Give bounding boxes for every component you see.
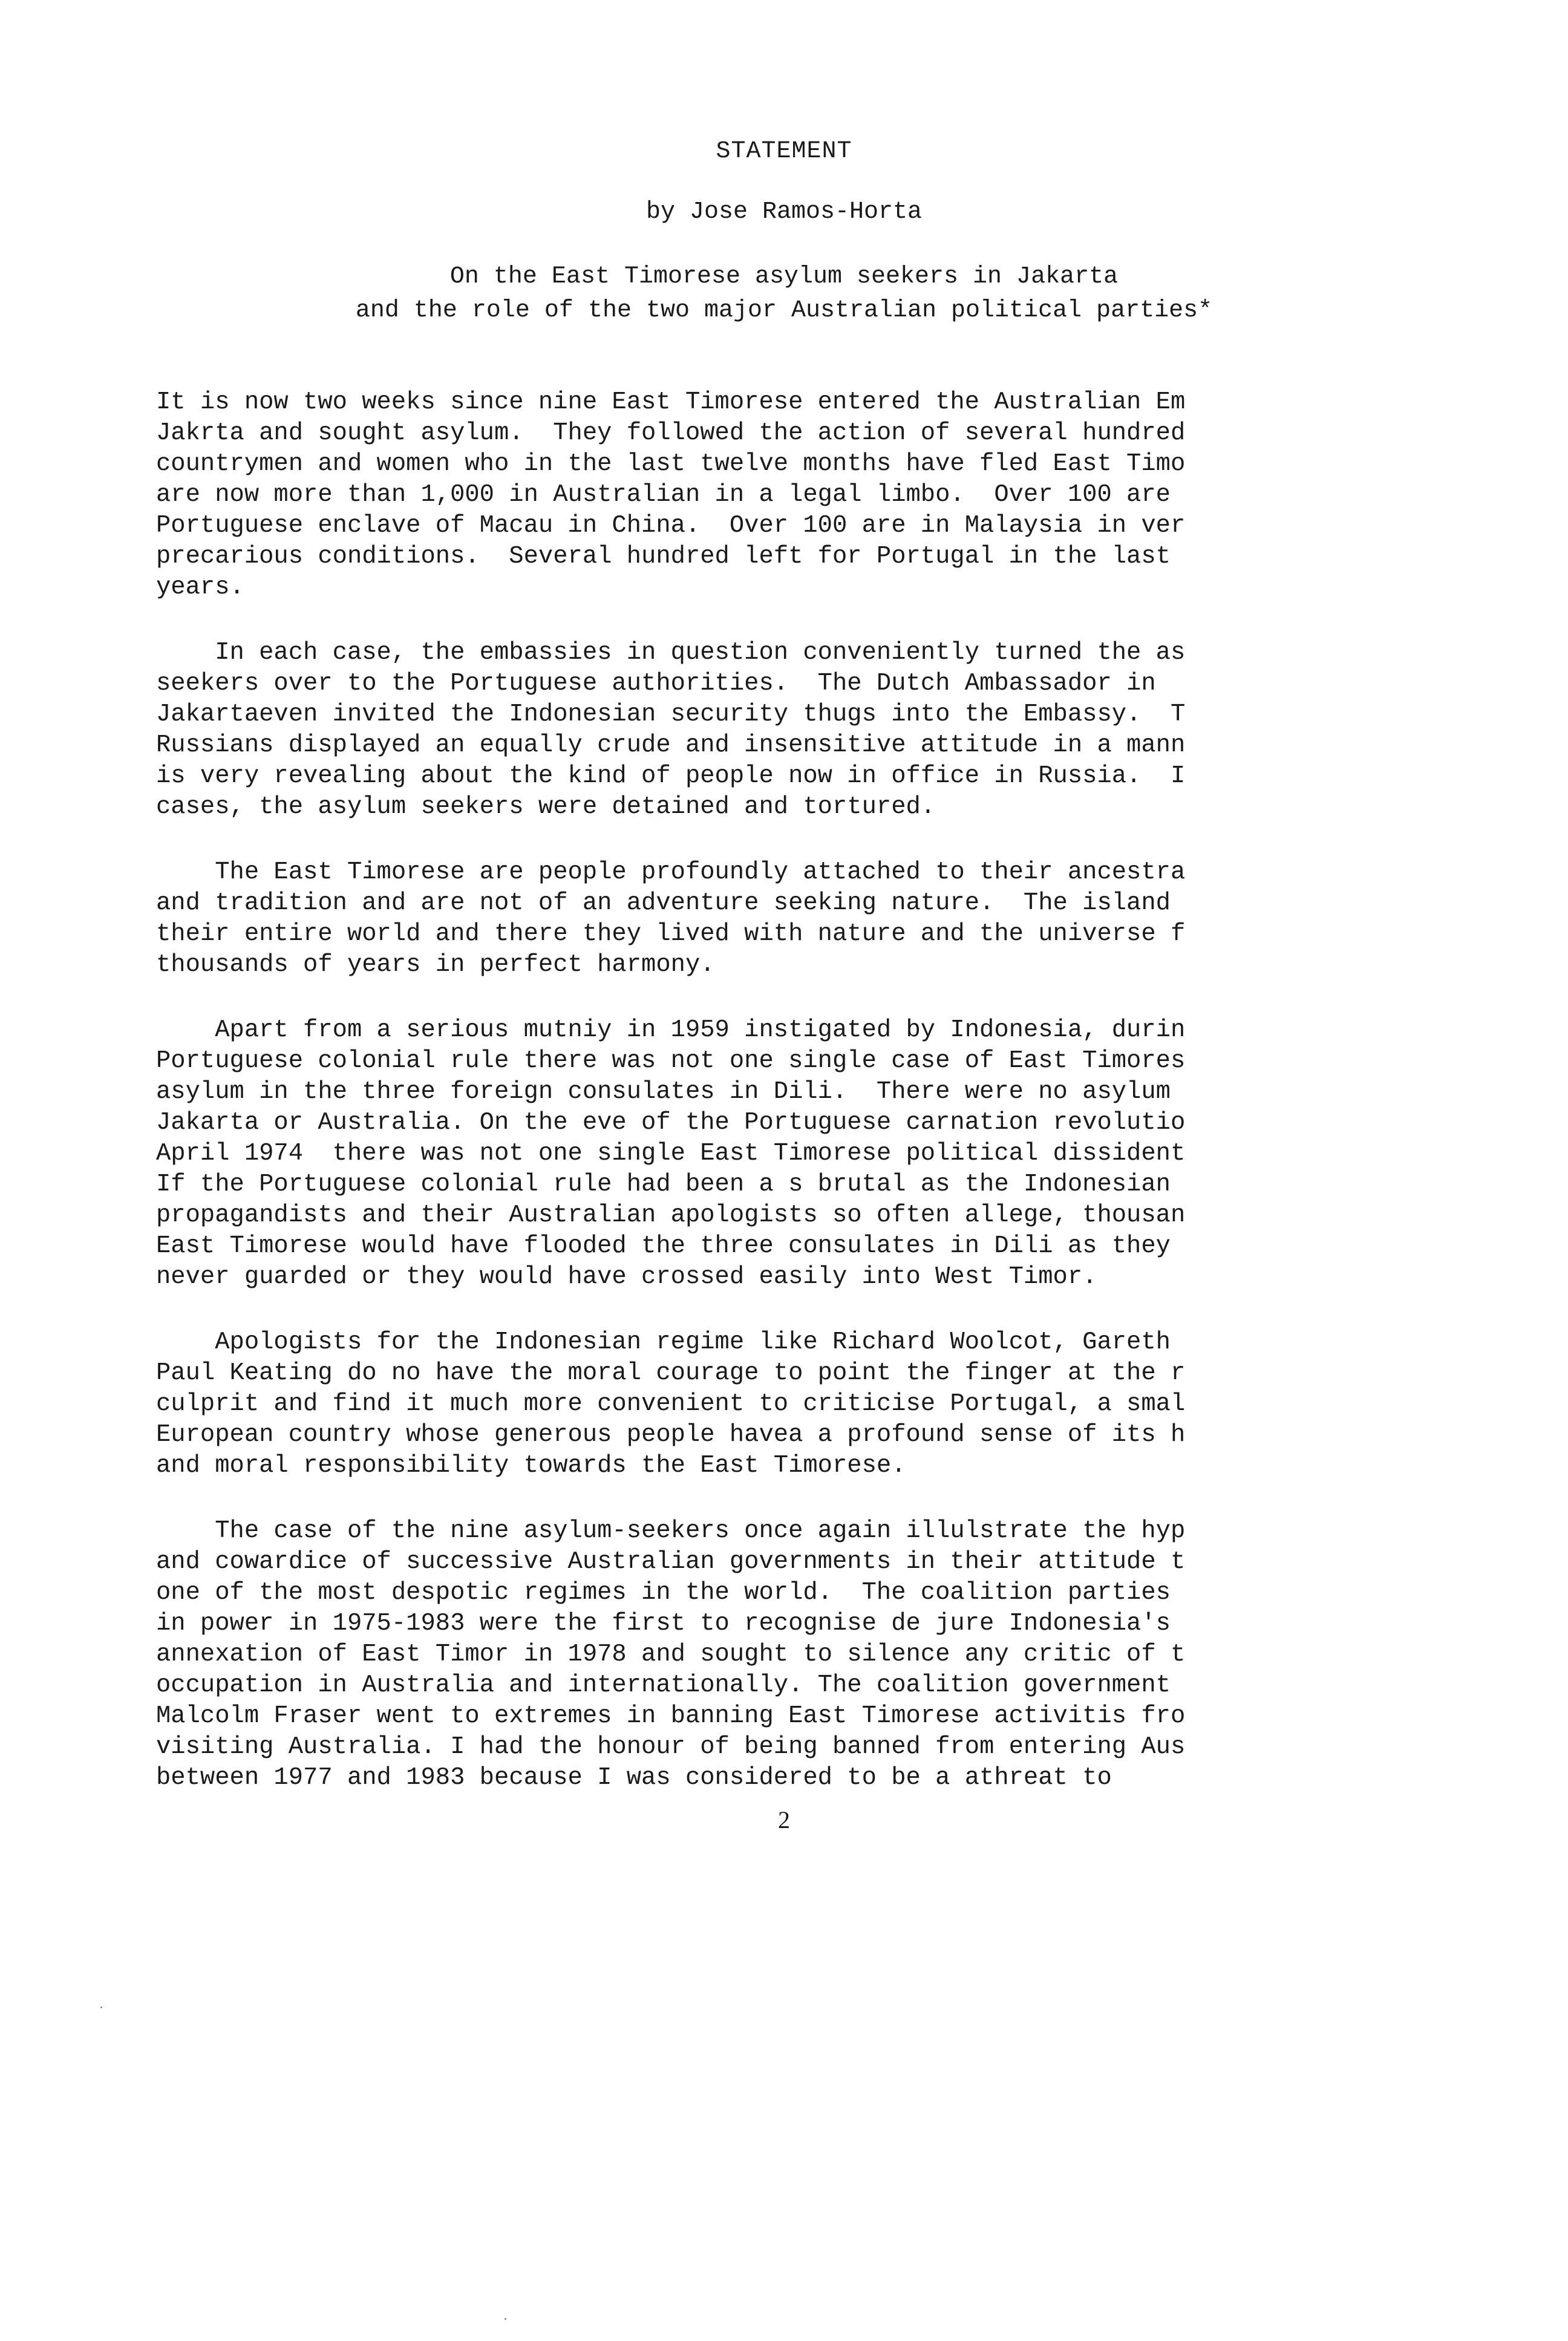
subtitle-line: and the role of the two major Australian political parties* <box>355 297 1213 324</box>
paragraph <box>156 387 1457 603</box>
paragraph-line: precarious conditions. Several hundred left for Portugal in the last <box>156 543 1171 570</box>
paragraph <box>156 1015 1457 1293</box>
paragraph-line: occupation in Australia and internationally. The coalition government <box>156 1671 1171 1699</box>
paragraph-line: one of the most despotic regimes in the world. The coalition parties <box>156 1579 1171 1607</box>
paragraph-line: April 1974 there was not one single East Timorese political dissident <box>156 1140 1186 1167</box>
paragraph-line: annexation of East Timor in 1978 and sought to silence any critic of t <box>156 1641 1186 1668</box>
paragraph-line: If the Portuguese colonial rule had been a s brutal as the Indonesian <box>156 1170 1171 1198</box>
paragraph-line: Portuguese colonial rule there was not one single case of East Timores <box>156 1047 1186 1075</box>
paragraph-line: propagandists and their Australian apologists so often allege, thousan <box>156 1201 1186 1229</box>
paragraph <box>156 1327 1457 1481</box>
paragraph-line: Russians displayed an equally crude and insensitive attitude in a mann <box>156 731 1186 759</box>
paragraph-line: between 1977 and 1983 because I was considered to be a athreat to <box>156 1764 1112 1792</box>
scan-speck <box>100 2006 102 2008</box>
scan-speck <box>505 2318 506 2320</box>
paragraph-line: Jakartaeven invited the Indonesian security thugs into the Embassy. T <box>156 700 1186 728</box>
document-title: STATEMENT <box>716 138 852 165</box>
paragraph-line: Paul Keating do no have the moral courage to point the finger at the r <box>156 1359 1186 1387</box>
paragraph-line: Apologists for the Indonesian regime like Richard Woolcot, Gareth <box>156 1328 1171 1356</box>
paragraph-line: and tradition and are not of an adventure seeking nature. The island <box>156 889 1171 917</box>
paragraph-line: years. <box>156 573 244 601</box>
subtitle-line: On the East Timorese asylum seekers in Jakarta <box>449 263 1119 290</box>
paragraph-line: The case of the nine asylum-seekers once again illulstrate the hyp <box>156 1517 1186 1545</box>
paragraph-line: Portuguese enclave of Macau in China. Over 100 are in Malaysia in ver <box>156 512 1186 540</box>
paragraph-line: asylum in the three foreign consulates in Dili. There were no asylum <box>156 1078 1171 1106</box>
paragraph-line: and moral responsibility towards the East Timorese. <box>156 1452 906 1480</box>
paragraph-line: It is now two weeks since nine East Timorese entered the Australian Em <box>156 388 1186 416</box>
paragraph-line: Jakarta or Australia. On the eve of the Portuguese carnation revolutio <box>156 1109 1186 1137</box>
paragraph-line: Malcolm Fraser went to extremes in banning East Timorese activitis fro <box>156 1702 1186 1730</box>
paragraph-line: Apart from a serious mutniy in 1959 instigated by Indonesia, durin <box>156 1016 1186 1044</box>
paragraph-line: in power in 1975-1983 were the first to recognise de jure Indonesia's <box>156 1610 1171 1637</box>
paragraph <box>156 638 1457 823</box>
page-number: 2 <box>778 1806 790 1833</box>
paragraph-line: cases, the asylum seekers were detained and tortured. <box>156 793 936 821</box>
paragraph-line: seekers over to the Portuguese authorities. The Dutch Ambassador in <box>156 670 1156 697</box>
paragraph-line: European country whose generous people havea a profound sense of its h <box>156 1421 1186 1449</box>
document-byline: by Jose Ramos-Horta <box>645 198 923 226</box>
paragraph-line: East Timorese would have flooded the three consulates in Dili as they <box>156 1232 1171 1260</box>
paragraph <box>156 857 1457 981</box>
paragraph-line: countrymen and women who in the last twelve months have fled East Timo <box>156 450 1186 478</box>
paragraph-line: are now more than 1,000 in Australian in a legal limbo. Over 100 are <box>156 481 1171 509</box>
paragraph-line: In each case, the embassies in question conveniently turned the as <box>156 639 1186 667</box>
document-body <box>156 387 1457 1828</box>
document-subtitle <box>0 260 1568 328</box>
paragraph-line: their entire world and there they lived with nature and the universe f <box>156 920 1186 948</box>
paragraph-line: visiting Australia. I had the honour of being banned from entering Aus <box>156 1733 1186 1761</box>
paragraph-line: thousands of years in perfect harmony. <box>156 951 715 979</box>
paragraph-line: and cowardice of successive Australian governments in their attitude t <box>156 1548 1186 1576</box>
paragraph-line: Jakrta and sought asylum. They followed the action of several hundred <box>156 419 1186 447</box>
paragraph-line: never guarded or they would have crossed easily into West Timor. <box>156 1263 1097 1291</box>
paragraph-line: The East Timorese are people profoundly attached to their ancestra <box>156 858 1186 886</box>
paragraph-line: is very revealing about the kind of people now in office in Russia. I <box>156 762 1186 790</box>
paragraph-line: culprit and find it much more convenient to criticise Portugal, a smal <box>156 1390 1186 1418</box>
paragraph <box>156 1516 1457 1794</box>
